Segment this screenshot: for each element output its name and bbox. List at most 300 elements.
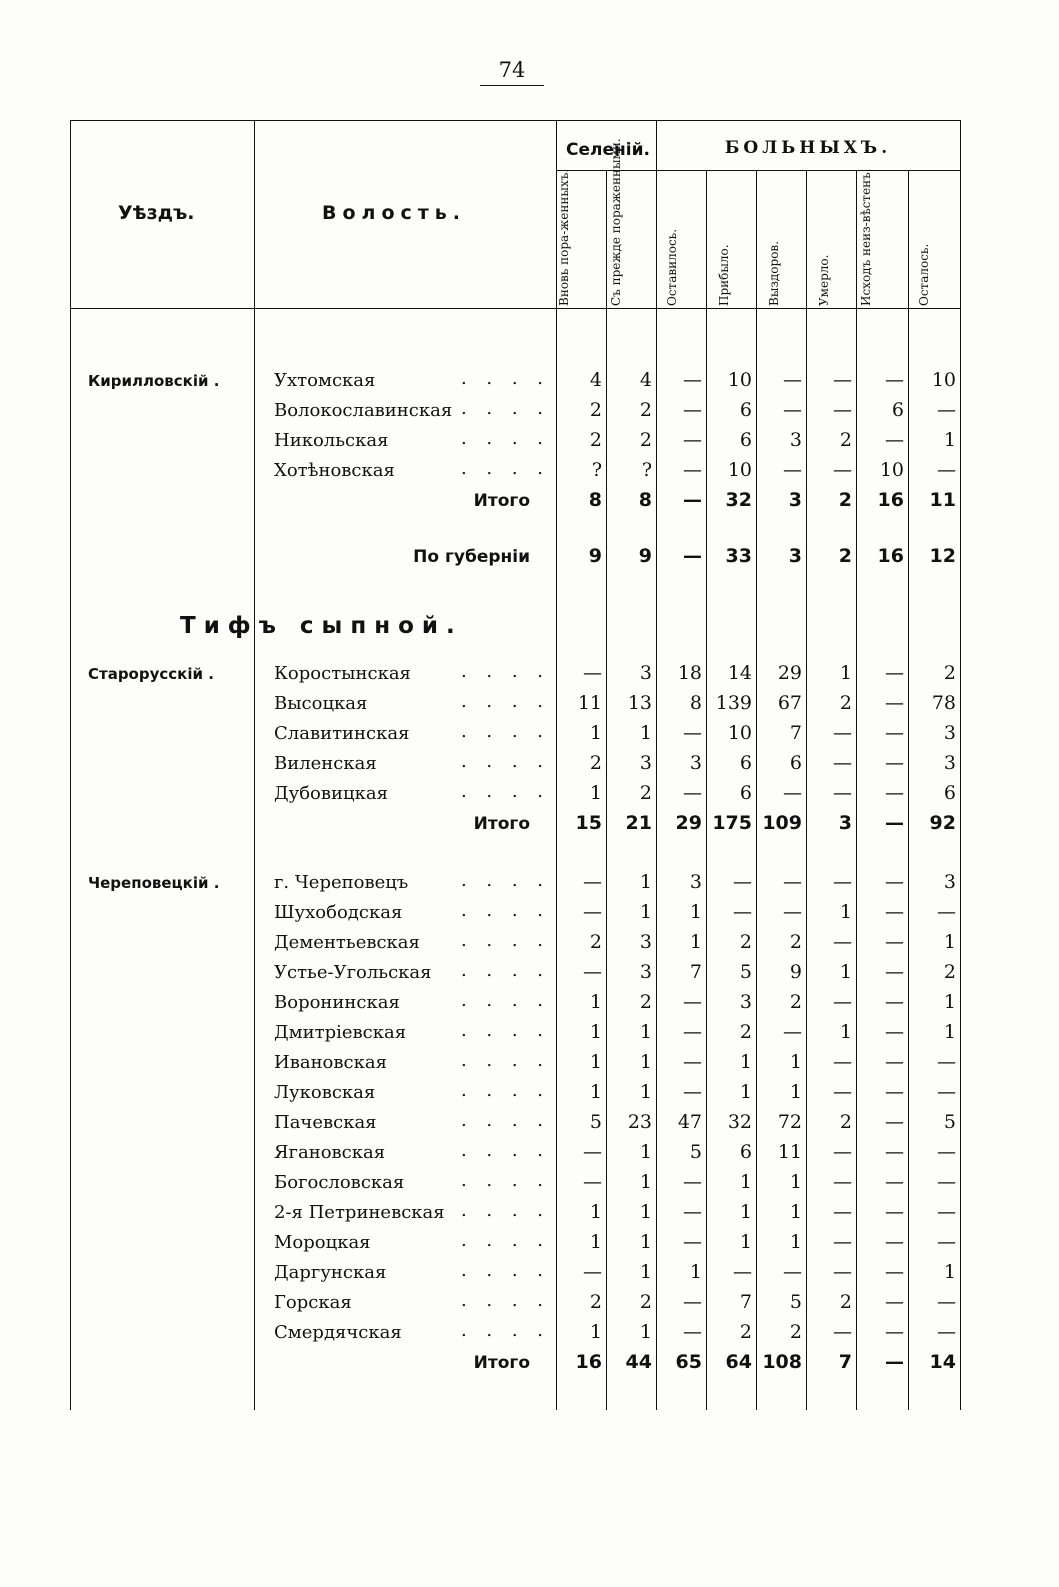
cell-ostalos: 11 (929, 489, 956, 511)
cell-ostavilos: — (683, 1051, 702, 1073)
cell-s-prezhde: 1 (639, 1201, 652, 1223)
cell-umerlo: — (833, 1201, 852, 1223)
table-row (70, 398, 960, 427)
total-row (70, 811, 960, 840)
cell-ostavilos: — (683, 991, 702, 1013)
cell-ostalos: — (937, 1171, 956, 1193)
volost-name: Дубовицкая (274, 783, 388, 804)
cell-ostalos: — (937, 1201, 956, 1223)
cell-ostalos: 3 (943, 871, 956, 893)
cell-pribylo: 5 (739, 961, 752, 983)
cell-s-prezhde: 21 (625, 812, 652, 834)
cell-pribylo: 6 (739, 399, 752, 421)
table-row (70, 1290, 960, 1319)
cell-vyzdorov: 72 (777, 1111, 802, 1133)
cell-s-prezhde: 1 (639, 722, 652, 744)
cell-ostavilos: — (683, 1321, 702, 1343)
column-divider (806, 170, 807, 1410)
leader-dots: . . . . (460, 368, 550, 389)
cell-iskhod: — (885, 1141, 904, 1163)
cell-iskhod: — (885, 429, 904, 451)
cell-ostalos: 1 (943, 1021, 956, 1043)
leader-dots: . . . . (460, 1140, 550, 1161)
cell-s-prezhde: 2 (639, 991, 652, 1013)
cell-s-prezhde: 3 (639, 961, 652, 983)
table-row (70, 1020, 960, 1049)
table-row (70, 1110, 960, 1139)
table-row (70, 1260, 960, 1289)
cell-s-prezhde: 2 (639, 1291, 652, 1313)
table-row (70, 990, 960, 1019)
cell-ostalos: 12 (929, 545, 956, 567)
cell-ostalos: 14 (929, 1351, 956, 1373)
uezd-name: Старорусскій . (88, 665, 214, 683)
cell-s-prezhde: 13 (627, 692, 652, 714)
volost-name: г. Череповецъ (274, 872, 409, 893)
leader-dots: . . . . (460, 781, 550, 802)
subheader-iskhod: Исходъ неиз-вѣстенъ. (859, 168, 873, 306)
cell-umerlo: — (833, 1051, 852, 1073)
cell-vyzdorov: 1 (789, 1231, 802, 1253)
cell-vnov: — (583, 1171, 602, 1193)
table-row (70, 428, 960, 457)
cell-iskhod: — (885, 991, 904, 1013)
cell-pribylo: 14 (727, 662, 752, 684)
volost-name: 2-я Петриневская (274, 1202, 445, 1223)
cell-umerlo: 7 (838, 1351, 852, 1373)
cell-ostalos: — (937, 1051, 956, 1073)
subheader-umerlo: Умерло. (817, 254, 831, 306)
cell-vyzdorov: 1 (789, 1081, 802, 1103)
cell-ostavilos: — (683, 369, 702, 391)
volost-name: Коростынская (274, 663, 411, 684)
cell-iskhod: — (885, 692, 904, 714)
table-row (70, 721, 960, 750)
cell-ostalos: 2 (943, 961, 956, 983)
leader-dots: . . . . (460, 398, 550, 419)
leader-dots: . . . . (460, 1110, 550, 1131)
column-divider (908, 170, 909, 1410)
cell-ostalos: 1 (943, 429, 956, 451)
cell-ostavilos: — (683, 782, 702, 804)
cell-iskhod: — (885, 1321, 904, 1343)
cell-vyzdorov: — (783, 369, 802, 391)
cell-vyzdorov: 67 (777, 692, 802, 714)
leader-dots: . . . . (460, 1170, 550, 1191)
cell-vyzdorov: 3 (789, 429, 802, 451)
cell-iskhod: — (885, 1261, 904, 1283)
cell-ostavilos: 1 (689, 901, 702, 923)
cell-ostavilos: — (683, 1291, 702, 1313)
leader-dots: . . . . (460, 1290, 550, 1311)
cell-iskhod: — (885, 1351, 904, 1373)
leader-dots: . . . . (460, 990, 550, 1011)
statistics-table (70, 120, 960, 1410)
uezd-name: Кирилловскій . (88, 372, 220, 390)
cell-vyzdorov: 6 (789, 752, 802, 774)
cell-umerlo: 1 (839, 1021, 852, 1043)
cell-vnov: — (583, 1141, 602, 1163)
cell-umerlo: — (833, 931, 852, 953)
cell-s-prezhde: 1 (639, 1081, 652, 1103)
volost-name: Славитинская (274, 723, 410, 744)
cell-ostalos: 6 (943, 782, 956, 804)
volost-name: Пачевская (274, 1112, 377, 1133)
leader-dots: . . . . (460, 1200, 550, 1221)
cell-vyzdorov: 109 (762, 812, 802, 834)
cell-iskhod: — (885, 1051, 904, 1073)
cell-vyzdorov: 1 (789, 1171, 802, 1193)
cell-pribylo: — (733, 1261, 752, 1283)
cell-vnov: 1 (589, 782, 602, 804)
cell-ostavilos: 18 (677, 662, 702, 684)
table-row (70, 781, 960, 810)
cell-iskhod: — (885, 812, 904, 834)
cell-iskhod: 16 (877, 489, 904, 511)
cell-umerlo: 2 (839, 1111, 852, 1133)
cell-ostavilos: 1 (689, 931, 702, 953)
leader-dots: . . . . (460, 1230, 550, 1251)
cell-umerlo: — (833, 1081, 852, 1103)
table-row (70, 458, 960, 487)
leader-dots: . . . . (460, 930, 550, 951)
cell-pribylo: 6 (739, 1141, 752, 1163)
cell-ostavilos: — (683, 1171, 702, 1193)
cell-pribylo: 6 (739, 429, 752, 451)
subheader-vyzdorov: Выздоров. (767, 240, 781, 306)
uezd-name: Череповецкій . (88, 874, 220, 892)
column-divider (756, 170, 757, 1410)
leader-dots: . . . . (460, 870, 550, 891)
cell-umerlo: 3 (838, 812, 852, 834)
volost-name: Луковская (274, 1082, 376, 1103)
cell-ostavilos: — (683, 429, 702, 451)
table-row (70, 930, 960, 959)
cell-vyzdorov: — (783, 1021, 802, 1043)
cell-pribylo: 1 (739, 1231, 752, 1253)
cell-umerlo: 2 (839, 429, 852, 451)
cell-vnov: 1 (589, 1231, 602, 1253)
cell-iskhod: — (885, 1171, 904, 1193)
cell-ostavilos: — (683, 399, 702, 421)
cell-vyzdorov: — (783, 459, 802, 481)
cell-ostalos: 1 (943, 931, 956, 953)
cell-pribylo: 33 (725, 545, 752, 567)
cell-vnov: ? (591, 459, 602, 481)
leader-dots: . . . . (460, 900, 550, 921)
volost-name: Дементьевская (274, 932, 420, 953)
subheader-ostalos: Осталось. (917, 243, 931, 306)
cell-vnov: — (583, 871, 602, 893)
cell-iskhod: — (885, 1111, 904, 1133)
table-row (70, 368, 960, 397)
cell-ostalos: 3 (943, 722, 956, 744)
cell-s-prezhde: 4 (639, 369, 652, 391)
cell-umerlo: — (833, 369, 852, 391)
cell-ostalos: — (937, 399, 956, 421)
total-label: Итого (473, 814, 530, 834)
cell-iskhod: 10 (879, 459, 904, 481)
header-uezd: Уѣздъ. (118, 202, 195, 224)
cell-umerlo: — (833, 459, 852, 481)
leader-dots: . . . . (460, 661, 550, 682)
cell-vnov: 4 (589, 369, 602, 391)
cell-vnov: — (583, 961, 602, 983)
cell-ostalos: 1 (943, 1261, 956, 1283)
column-divider (856, 170, 857, 1410)
cell-vyzdorov: 3 (788, 545, 802, 567)
cell-vnov: 1 (589, 1051, 602, 1073)
cell-ostalos: — (937, 1321, 956, 1343)
column-divider (706, 170, 707, 1410)
volost-name: Хотѣновская (274, 460, 395, 481)
cell-s-prezhde: 9 (638, 545, 652, 567)
cell-iskhod: — (885, 871, 904, 893)
cell-umerlo: 1 (839, 961, 852, 983)
cell-ostavilos: — (683, 1081, 702, 1103)
cell-vnov: — (583, 901, 602, 923)
cell-s-prezhde: 1 (639, 1231, 652, 1253)
cell-pribylo: 3 (739, 991, 752, 1013)
cell-vnov: 1 (589, 722, 602, 744)
cell-pribylo: 10 (727, 369, 752, 391)
cell-s-prezhde: ? (641, 459, 652, 481)
leader-dots: . . . . (460, 458, 550, 479)
cell-pribylo: 175 (712, 812, 752, 834)
cell-ostavilos: — (683, 489, 702, 511)
leader-dots: . . . . (460, 960, 550, 981)
cell-vyzdorov: — (783, 871, 802, 893)
cell-ostavilos: — (683, 545, 702, 567)
cell-vnov: 1 (589, 1201, 602, 1223)
table-row (70, 960, 960, 989)
cell-vnov: 2 (589, 399, 602, 421)
cell-iskhod: — (885, 901, 904, 923)
volost-name: Высоцкая (274, 693, 368, 714)
cell-vnov: 1 (589, 1081, 602, 1103)
cell-vyzdorov: 11 (777, 1141, 802, 1163)
cell-iskhod: — (885, 752, 904, 774)
cell-ostavilos: — (683, 1021, 702, 1043)
cell-vyzdorov: 7 (789, 722, 802, 744)
volost-name: Волокославинская (274, 400, 453, 421)
cell-pribylo: — (733, 871, 752, 893)
cell-pribylo: 6 (739, 782, 752, 804)
cell-ostalos: 10 (931, 369, 956, 391)
cell-ostavilos: — (683, 459, 702, 481)
volost-name: Ягановская (274, 1142, 386, 1163)
cell-ostavilos: 3 (689, 752, 702, 774)
cell-pribylo: — (733, 901, 752, 923)
cell-vnov: 2 (589, 429, 602, 451)
cell-pribylo: 1 (739, 1081, 752, 1103)
leader-dots: . . . . (460, 428, 550, 449)
table-row (70, 1200, 960, 1229)
cell-pribylo: 7 (739, 1291, 752, 1313)
cell-s-prezhde: 1 (639, 1261, 652, 1283)
cell-pribylo: 139 (715, 692, 752, 714)
cell-umerlo: — (833, 1231, 852, 1253)
subheader-vnov: Вновь пора-женныхъ. (557, 168, 571, 306)
cell-vyzdorov: — (783, 1261, 802, 1283)
cell-vnov: 11 (577, 692, 602, 714)
column-divider (606, 170, 607, 1410)
cell-ostavilos: 8 (689, 692, 702, 714)
leader-dots: . . . . (460, 1080, 550, 1101)
cell-umerlo: — (833, 399, 852, 421)
cell-umerlo: 2 (838, 545, 852, 567)
column-divider (656, 120, 657, 1410)
cell-s-prezhde: 3 (639, 931, 652, 953)
total-row (70, 544, 960, 573)
cell-vyzdorov: 2 (789, 991, 802, 1013)
table-row (70, 751, 960, 780)
leader-dots: . . . . (460, 751, 550, 772)
cell-pribylo: 64 (725, 1351, 752, 1373)
cell-umerlo: 2 (839, 1291, 852, 1313)
cell-ostalos: — (937, 1081, 956, 1103)
cell-ostavilos: 29 (675, 812, 702, 834)
cell-ostavilos: 47 (677, 1111, 702, 1133)
cell-ostalos: 2 (943, 662, 956, 684)
cell-umerlo: — (833, 871, 852, 893)
cell-vyzdorov: — (783, 901, 802, 923)
volost-name: Смердячская (274, 1322, 402, 1343)
cell-vyzdorov: 2 (789, 931, 802, 953)
header-bottom-border (70, 308, 960, 309)
cell-iskhod: — (885, 369, 904, 391)
table-row (70, 691, 960, 720)
volost-name: Ивановская (274, 1052, 387, 1073)
cell-vnov: 9 (588, 545, 602, 567)
cell-umerlo: 1 (839, 662, 852, 684)
cell-ostavilos: 5 (689, 1141, 702, 1163)
leader-dots: . . . . (460, 1320, 550, 1341)
cell-ostalos: 3 (943, 752, 956, 774)
total-label: По губерніи (413, 547, 530, 567)
cell-vnov: 1 (589, 1321, 602, 1343)
cell-vyzdorov: — (783, 782, 802, 804)
volost-name: Воронинская (274, 992, 400, 1013)
header-volost: Волость. (322, 202, 467, 224)
cell-vnov: 8 (588, 489, 602, 511)
total-label: Итого (473, 491, 530, 511)
cell-s-prezhde: 1 (639, 1021, 652, 1043)
cell-iskhod: — (885, 1021, 904, 1043)
header-bolnykh: БОЛЬНЫХЪ. (724, 138, 892, 158)
cell-pribylo: 10 (727, 459, 752, 481)
cell-ostavilos: — (683, 722, 702, 744)
cell-umerlo: — (833, 752, 852, 774)
table-row (70, 1050, 960, 1079)
cell-umerlo: — (833, 1141, 852, 1163)
cell-ostavilos: — (683, 1201, 702, 1223)
cell-umerlo: — (833, 722, 852, 744)
cell-vnov: 16 (575, 1351, 602, 1373)
total-row (70, 488, 960, 517)
cell-vnov: 2 (589, 752, 602, 774)
volost-name: Виленская (274, 753, 377, 774)
cell-umerlo: — (833, 782, 852, 804)
cell-ostavilos: 7 (689, 961, 702, 983)
cell-s-prezhde: 2 (639, 399, 652, 421)
cell-ostavilos: — (683, 1231, 702, 1253)
cell-ostalos: — (937, 1141, 956, 1163)
volost-name: Устье-Угольская (274, 962, 432, 983)
volost-name: Никольская (274, 430, 389, 451)
subheader-ostavilos: Оставилось. (665, 228, 679, 306)
cell-s-prezhde: 1 (639, 901, 652, 923)
cell-iskhod: — (885, 931, 904, 953)
cell-ostalos: 78 (931, 692, 956, 714)
cell-pribylo: 1 (739, 1201, 752, 1223)
cell-vyzdorov: 1 (789, 1201, 802, 1223)
cell-ostavilos: 3 (689, 871, 702, 893)
subheader-pribylo: Прибыло. (717, 244, 731, 306)
cell-ostalos: — (937, 1291, 956, 1313)
cell-vnov: 15 (575, 812, 602, 834)
header-seleniy: Селеній. (566, 140, 650, 160)
cell-iskhod: — (885, 1201, 904, 1223)
cell-pribylo: 32 (727, 1111, 752, 1133)
cell-vyzdorov: 1 (789, 1051, 802, 1073)
cell-s-prezhde: 23 (627, 1111, 652, 1133)
cell-s-prezhde: 44 (625, 1351, 652, 1373)
cell-ostalos: — (937, 1231, 956, 1253)
cell-pribylo: 2 (739, 1321, 752, 1343)
table-right-border (960, 120, 961, 1410)
table-row (70, 870, 960, 899)
cell-umerlo: — (833, 1321, 852, 1343)
cell-s-prezhde: 1 (639, 1171, 652, 1193)
cell-vyzdorov: 3 (788, 489, 802, 511)
table-row (70, 900, 960, 929)
cell-pribylo: 6 (739, 752, 752, 774)
cell-vnov: — (583, 662, 602, 684)
cell-pribylo: 10 (727, 722, 752, 744)
cell-umerlo: 2 (838, 489, 852, 511)
cell-iskhod: — (885, 662, 904, 684)
table-row (70, 1320, 960, 1349)
total-label: Итого (473, 1353, 530, 1373)
cell-vyzdorov: 5 (789, 1291, 802, 1313)
cell-ostalos: — (937, 459, 956, 481)
leader-dots: . . . . (460, 721, 550, 742)
cell-s-prezhde: 1 (639, 871, 652, 893)
cell-s-prezhde: 1 (639, 1051, 652, 1073)
table-row (70, 661, 960, 690)
volost-name: Ухтомская (274, 370, 376, 391)
subheader-s-prezhde: Съ прежде пораженными. (609, 138, 623, 306)
cell-vyzdorov: 9 (789, 961, 802, 983)
column-divider (556, 120, 557, 1410)
cell-iskhod: — (885, 722, 904, 744)
cell-pribylo: 2 (739, 1021, 752, 1043)
cell-iskhod: — (885, 1291, 904, 1313)
table-top-border (70, 120, 960, 121)
leader-dots: . . . . (460, 1050, 550, 1071)
table-row (70, 1080, 960, 1109)
cell-iskhod: 6 (891, 399, 904, 421)
cell-ostavilos: 65 (675, 1351, 702, 1373)
cell-vyzdorov: 29 (777, 662, 802, 684)
cell-ostalos: 92 (929, 812, 956, 834)
cell-s-prezhde: 2 (639, 782, 652, 804)
table-row (70, 1230, 960, 1259)
volost-name: Даргунская (274, 1262, 387, 1283)
cell-s-prezhde: 3 (639, 752, 652, 774)
cell-vnov: 1 (589, 1021, 602, 1043)
